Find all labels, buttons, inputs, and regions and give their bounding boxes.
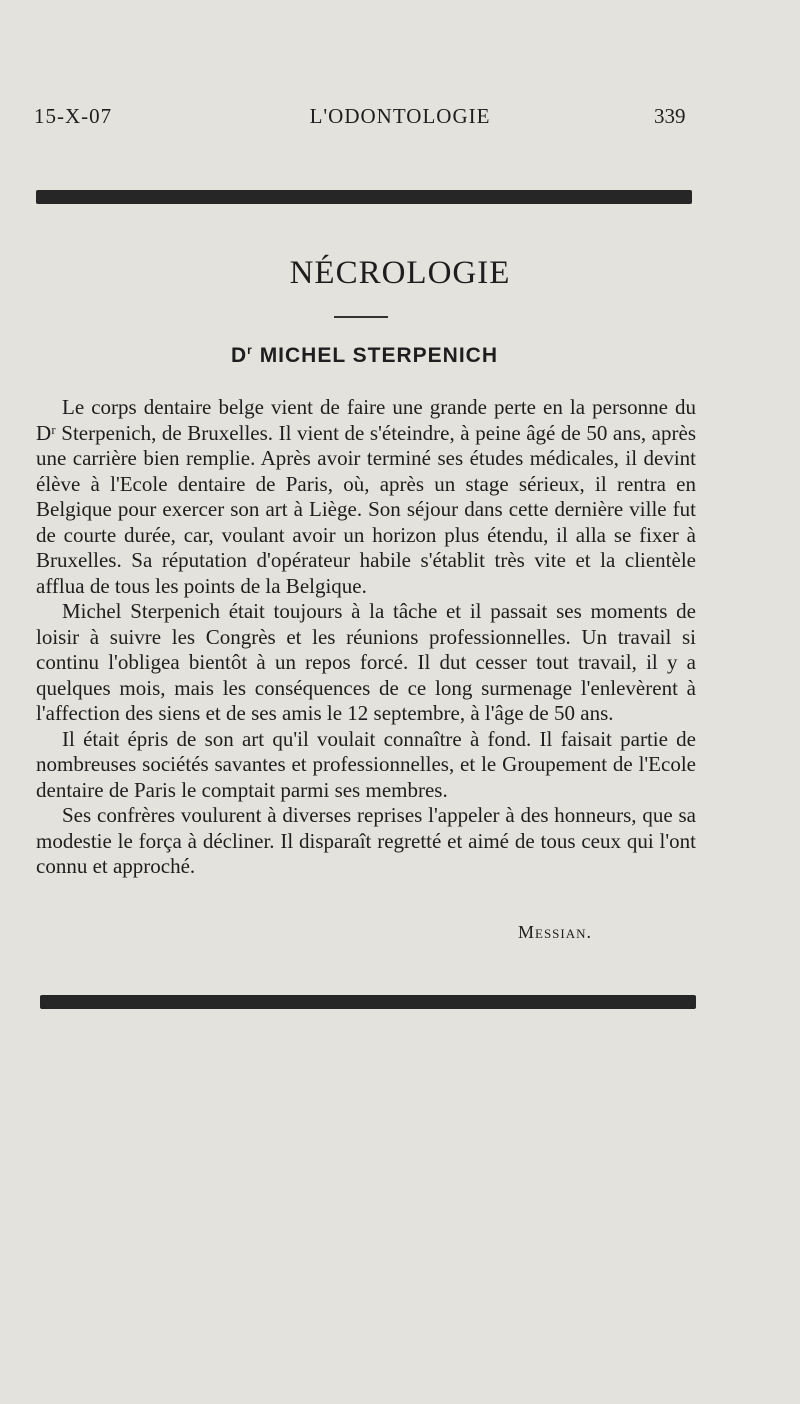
paragraph: Michel Sterpenich était toujours à la tâche et il passait ses moments de loisir à suivre les Congrès et les réunions professionnelles. Un travail si continu l'obligea bientôt à un repos forcé. Il dut cesser tout travail, il y a quelques mois, mais les conséquences de ce long surmenage l'enlevèrent à l'affection des siens et de ses amis le 12 septembre, à l'âge de 50 ans.: [36, 599, 696, 725]
subtitle-name: MICHEL STERPENICH: [259, 344, 498, 367]
article-body: [36, 395, 696, 880]
bottom-divider: [40, 995, 696, 1009]
top-divider: [36, 190, 692, 204]
paragraph: Il était épris de son art qu'il voulait connaître à fond. Il faisait partie de nombreuses sociétés savantes et professionnelles, et le Groupement de l'Ecole dentaire de Paris le comptait parmi ses membres.: [36, 726, 696, 802]
issue-date: 15-X-07: [34, 104, 113, 128]
subtitle-prefix: D: [231, 344, 248, 367]
running-header: [0, 100, 800, 134]
paragraph: Le corps dentaire belge vient de faire une grande perte en la personne du Dʳ Sterpenich, de Bruxelles. Il vient de s'éteindre, à peine âgé de 50 ans, après une carrière bien remplie. Après avoir terminé ses études médicales, il devint élève à l'Ecole dentaire de Paris, où, après un stage sérieux, il rentra en Belgique pour exercer son art à Liège. Son séjour dans cette dernière ville fut de courte durée, car, voulant avoir un horizon plus étendu, il alla se fixer à Bruxelles. Sa réputation d'opérateur habile s'établit très vite et la clientèle afflua de tous les points de la Belgique.: [36, 395, 696, 598]
subtitle-prefix-sup: r: [247, 343, 253, 357]
title-underline: [334, 316, 388, 318]
page-number: 339: [654, 104, 686, 128]
paragraph: Ses confrères voulurent à diverses reprises l'appeler à des honneurs, que sa modestie le força à décliner. Il disparaît regretté et aimé de tous ceux qui l'ont connu et approché.: [36, 803, 696, 878]
article-subtitle: [0, 343, 729, 368]
author-signature: Messian.: [518, 922, 593, 942]
journal-title: L'ODONTOLOGIE: [309, 104, 491, 128]
section-title: NÉCROLOGIE: [289, 255, 511, 291]
